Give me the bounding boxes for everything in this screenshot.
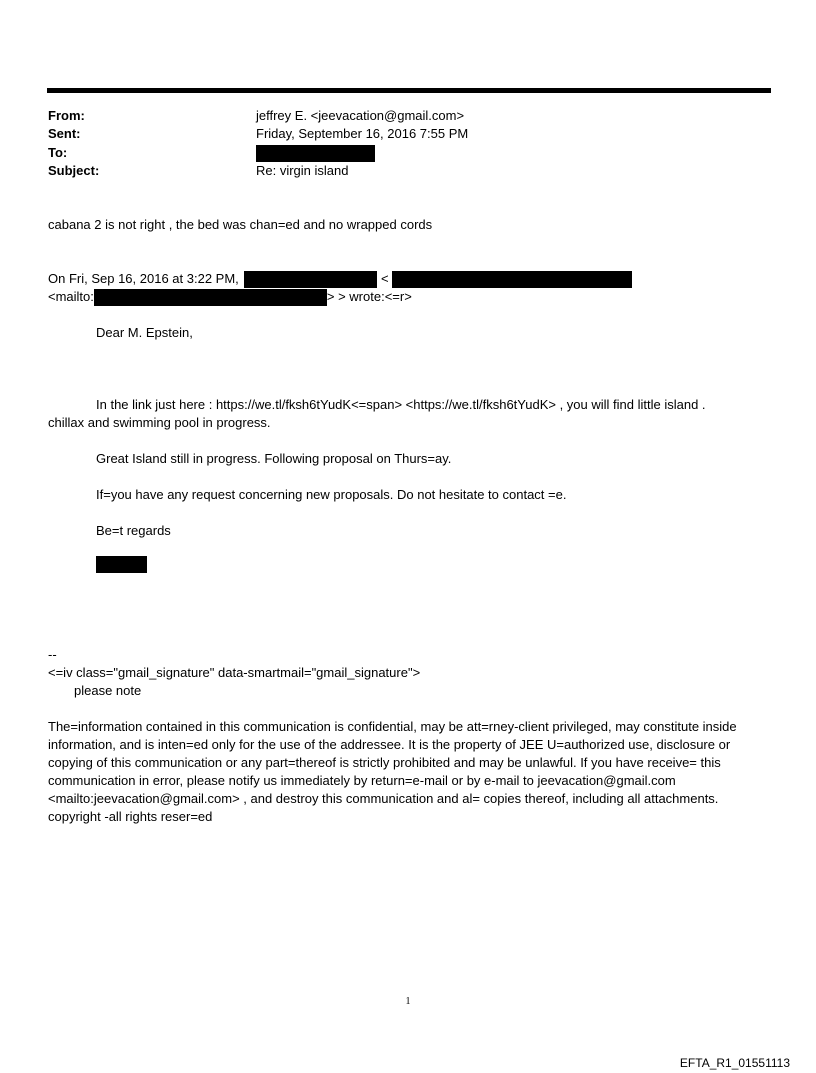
subject-value: Re: virgin island: [256, 163, 349, 178]
quote-wrote: > > wrote:<=r>: [326, 289, 412, 304]
redaction-box: [96, 556, 147, 573]
from-value: jeffrey E. <jeevacation@gmail.com>: [256, 108, 465, 123]
quote-intro-bracket: <: [381, 271, 389, 286]
quote-mailto: <mailto:: [48, 289, 94, 304]
disclaimer-paragraph: The=information contained in this communication is confidential, may be att=rney-client privileged, may constitute inside information, and is inten=ed only for the use of the addressee. It is the property of JEE U=authorized use, disclosure or copying of this communication or any part=thereof is strictly prohibited and may be unlawful. If you have receive= this communication in error, please notify us immediately by return=e-mail or by e-mail to jeevacation@gmail.com <mailto:jeevacation@gmail.com> , and destroy this communication and al= copies thereof, including all attachments. copyright -all rights reser=ed: [48, 719, 737, 824]
request-line: If=you have any request concerning new proposals. Do not hesitate to contact =e.: [96, 487, 567, 502]
redaction-box: [256, 145, 375, 162]
header-rule: [47, 88, 771, 93]
please-note: please note: [74, 683, 142, 698]
reply-line: cabana 2 is not right , the bed was chan=ed and no wrapped cords: [48, 217, 433, 232]
sent-label: Sent:: [48, 126, 81, 141]
quote-intro: [48, 270, 632, 288]
subject-label: Subject:: [48, 163, 100, 178]
great-island-line: Great Island still in progress. Following proposal on Thurs=ay.: [96, 451, 452, 466]
greeting: Dear M. Epstein,: [96, 325, 193, 340]
to-value: [256, 144, 375, 162]
redaction-box: [244, 271, 377, 288]
regards-line: Be=t regards: [96, 523, 171, 538]
page-number: 1: [405, 996, 411, 1007]
quote-mailto-line: [48, 288, 412, 306]
quote-intro-date: On Fri, Sep 16, 2016 at 3:22 PM,: [48, 271, 239, 286]
redaction-box: [94, 289, 327, 306]
link-line-2: chillax and swimming pool in progress.: [48, 415, 271, 430]
from-label: From:: [48, 108, 85, 123]
sent-value: Friday, September 16, 2016 7:55 PM: [256, 126, 469, 141]
link-line-1: In the link just here : https://we.tl/fksh6tYudK<=span> <https://we.tl/fksh6tYudK> , you will find little island .: [96, 397, 706, 412]
signature-div-line: <=iv class="gmail_signature" data-smartmail="gmail_signature">: [48, 665, 421, 680]
signature-dashes: --: [48, 647, 57, 662]
document-id: EFTA_R1_01551113: [679, 1056, 790, 1070]
to-label: To:: [48, 145, 68, 160]
redaction-box: [392, 271, 632, 288]
